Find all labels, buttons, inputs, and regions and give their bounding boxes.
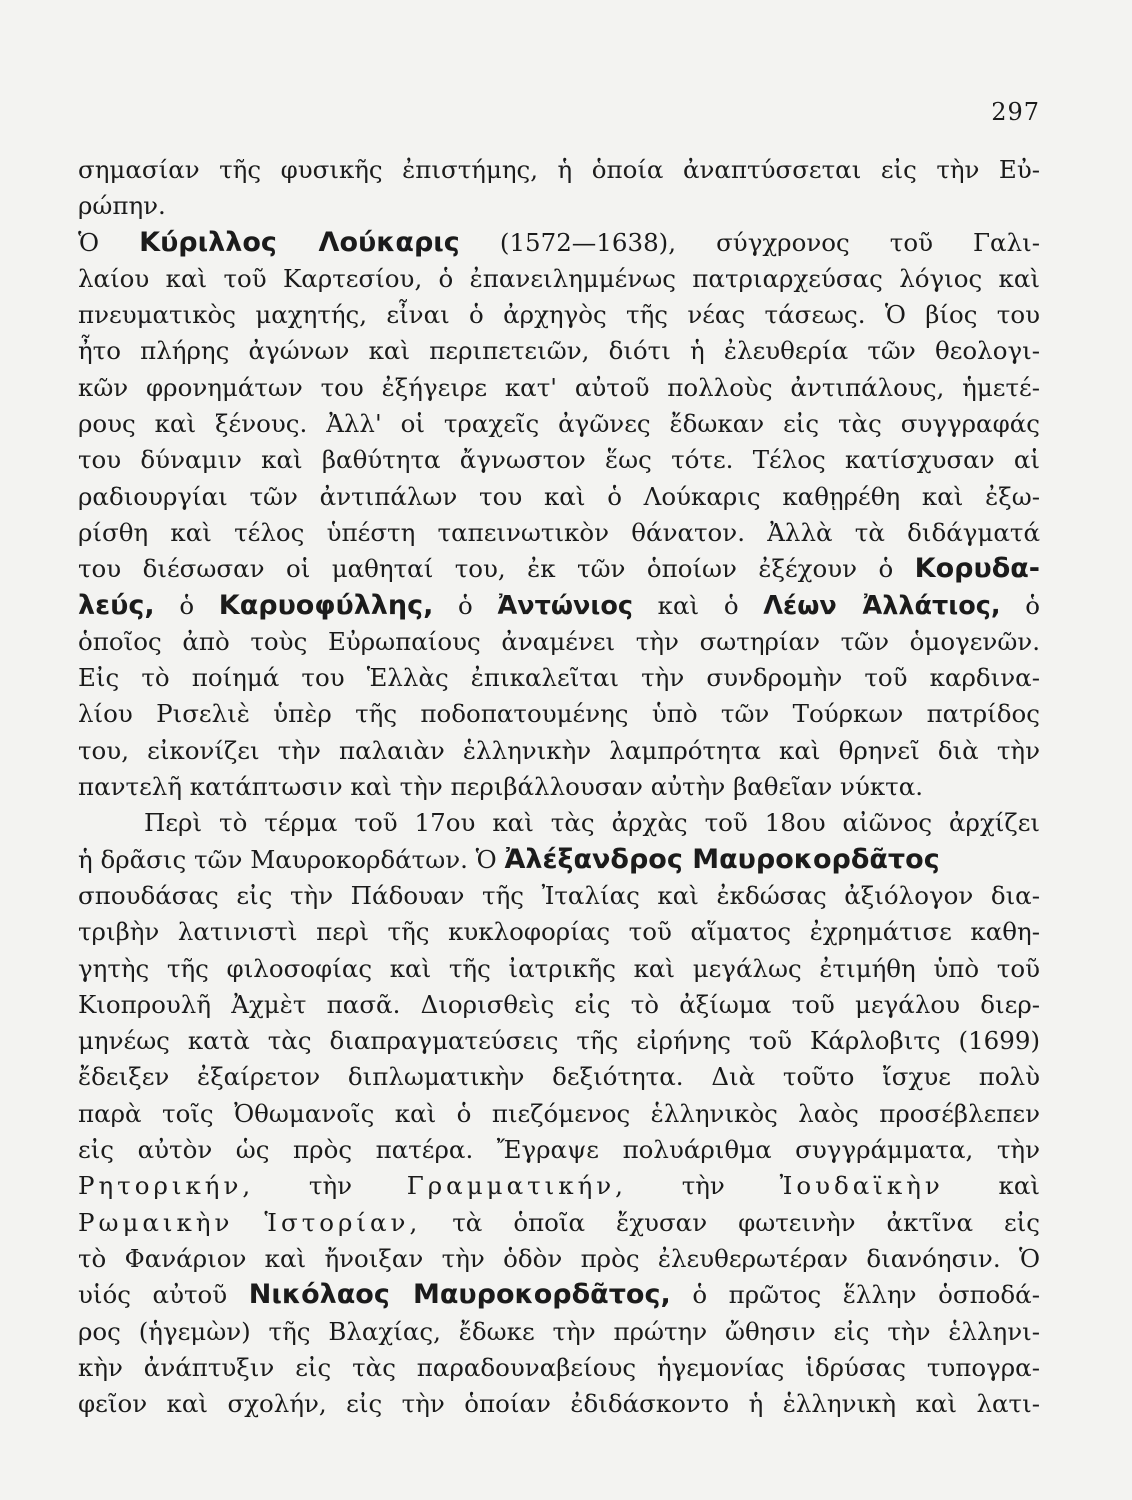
text-segment: του διέσωσαν οἱ μαθηταί του, ἐκ τῶν ὁποίων ἐξέχουν ὁ (78, 554, 915, 584)
text-segment: Κιοπρουλῆ Ἀχμὲτ πασᾶ. Διορισθεὶς εἰς τὸ ἀξίωμα τοῦ μεγάλου διερ- (78, 989, 1040, 1019)
bold-name: Ἀλέξανδρος Μαυροκορδᾶτος (504, 843, 940, 875)
body-text (78, 152, 1040, 1422)
text-line (78, 188, 1040, 224)
text-line (78, 1059, 1040, 1095)
text-segment: ρος (ἡγεμὼν) τῆς Βλαχίας, ἔδωκε τὴν πρώτην ὤθησιν εἰς τὴν ἑλληνι- (78, 1316, 1040, 1346)
bold-name: Ἀντώνιος (497, 590, 633, 621)
spaced-title: Γραμματικήν, (406, 1171, 627, 1201)
text-line (78, 1350, 1040, 1386)
text-segment: λαίου καὶ τοῦ Καρτεσίου, ὁ ἐπανειλημμένως πατριαρχεύσας λόγιος καὶ (78, 263, 1040, 293)
bold-name: Καρυοφύλλης, (218, 589, 434, 621)
text-segment: καὶ (943, 1171, 1040, 1201)
text-segment: ὁ (154, 590, 219, 620)
text-line (78, 551, 1040, 587)
text-segment: τὰ ὁποῖα ἔχυσαν φωτεινὴν ἀκτῖνα εἰς (421, 1207, 1040, 1237)
text-line (78, 696, 1040, 732)
text-line (78, 261, 1040, 297)
text-line (78, 805, 1040, 841)
text-line (78, 914, 1040, 950)
text-line (78, 1277, 1040, 1313)
text-line (78, 406, 1040, 442)
text-segment: εἰς αὐτὸν ὡς πρὸς πατέρα. Ἔγραψε πολυάριθμα συγγράμματα, τὴν (78, 1135, 1040, 1165)
text-line (78, 370, 1040, 406)
text-segment: Περὶ τὸ τέρμα τοῦ 17ου καὶ τὰς ἀρχὰς τοῦ 18ου αἰῶνος ἀρχίζει (144, 808, 1040, 838)
text-line (78, 951, 1040, 987)
text-line (78, 733, 1040, 769)
text-segment: ἡ δρᾶσις τῶν Μαυροκορδάτων. Ὁ (78, 844, 505, 874)
text-segment: ραδιουργίαι τῶν ἀντιπάλων του καὶ ὁ Λούκαρις καθῃρέθη καὶ ἐξω- (78, 481, 1040, 511)
text-segment: κῶν φρονημάτων του ἐξήγειρε κατ' αὐτοῦ πολλοὺς ἀντιπάλους, ἡμετέ- (78, 372, 1040, 402)
spaced-title: Ρητορικήν, (78, 1171, 255, 1201)
text-segment: καὶ ὁ (632, 590, 764, 620)
text-line (78, 1205, 1040, 1241)
text-segment: ἦτο πλήρης ἀγώνων καὶ περιπετειῶν, διότι ἡ ἐλευθερία τῶν θεολογι- (78, 336, 1040, 366)
text-line (78, 297, 1040, 333)
text-line (78, 333, 1040, 369)
text-line (78, 442, 1040, 478)
text-segment: ὁ (1000, 590, 1040, 620)
text-segment: Ὁ (78, 227, 140, 257)
text-line (78, 1386, 1040, 1422)
text-line (78, 1023, 1040, 1059)
bold-name: Κορυδα- (914, 553, 1040, 585)
text-segment: τριβὴν λατινιστὶ περὶ τῆς κυκλοφορίας τοῦ αἵματος ἐχρημάτισε καθη- (78, 917, 1040, 947)
text-line (78, 152, 1040, 188)
spaced-title: Ρωμαικὴν (78, 1207, 234, 1237)
text-segment: του δύναμιν καὶ βαθύτητα ἄγνωστον ἕως τότε. Τέλος κατίσχυσαν αἱ (78, 445, 1040, 475)
text-segment: σημασίαν τῆς φυσικῆς ἐπιστήμης, ἡ ὁποία ἀναπτύσσεται εἰς τὴν Εὐ- (78, 155, 1040, 184)
text-segment: του, εἰκονίζει τὴν παλαιὰν ἑλληνικὴν λαμπρότητα καὶ θρηνεῖ διὰ τὴν (78, 735, 1040, 765)
text-line (78, 769, 1040, 805)
text-segment: σπουδάσας εἰς τὴν Πάδουαν τῆς Ἰταλίας καὶ ἐκδώσας ἀξιόλογον δια- (78, 880, 1040, 910)
text-segment: τὸ Φανάριον καὶ ἤνοιξαν τὴν ὁδὸν πρὸς ἐλευθερωτέραν διανόησιν. Ὁ (78, 1243, 1040, 1273)
text-segment: ρώπην. (78, 191, 166, 221)
text-segment: ὁποῖος ἀπὸ τοὺς Εὐρωπαίους ἀναμένει τὴν σωτηρίαν τῶν ὁμογενῶν. (78, 626, 1040, 656)
text-segment: ὁ (433, 590, 498, 620)
text-segment: φεῖον καὶ σχολήν, εἰς τὴν ὁποίαν ἐδιδάσκοντο ἡ ἑλληνικὴ καὶ λατι- (78, 1389, 1040, 1419)
text-line (78, 1168, 1040, 1204)
page-number: 297 (991, 98, 1040, 126)
text-segment: μηνέως κατὰ τὰς διαπραγματεύσεις τῆς εἰρήνης τοῦ Κάρλοβιτς (1699) (78, 1026, 1040, 1056)
bold-name: Νικόλαος Μαυροκορδᾶτος, (248, 1279, 671, 1311)
text-segment (233, 1208, 264, 1237)
text-segment: τὴν (626, 1171, 780, 1201)
text-line (78, 1132, 1040, 1168)
text-segment: ρίσθη καὶ τέλος ὑπέστη ταπεινωτικὸν θάνατον. Ἀλλὰ τὰ διδάγματά (78, 517, 1040, 547)
text-segment: υἱός αὐτοῦ (78, 1280, 249, 1310)
text-line (78, 515, 1040, 551)
text-line (78, 987, 1040, 1023)
text-line (78, 660, 1040, 696)
text-line (78, 1241, 1040, 1277)
text-line (78, 588, 1040, 624)
text-segment: παντελῆ κατάπτωσιν καὶ τὴν περιβάλλουσαν αὐτὴν βαθεῖαν νύκτα. (78, 772, 924, 802)
text-line (78, 225, 1040, 261)
text-line (78, 842, 1040, 878)
text-line (78, 878, 1040, 914)
text-segment: παρὰ τοῖς Ὀθωμανοῖς καὶ ὁ πιεζόμενος ἑλληνικὸς λαὸς προσέβλεπεν (78, 1098, 1040, 1128)
text-line (78, 624, 1040, 660)
text-segment: γητὴς τῆς φιλοσοφίας καὶ τῆς ἰατρικῆς καὶ μεγάλως ἐτιμήθη ὑπὸ τοῦ (78, 953, 1040, 983)
text-segment: ἔδειξεν ἐξαίρετον διπλωματικὴν δεξιότητα. Διὰ τοῦτο ἴσχυε πολὺ (78, 1062, 1040, 1092)
text-segment: ὁ πρῶτος ἕλλην ὁσποδά- (670, 1280, 1040, 1310)
bold-name: Λέων Ἀλλάτιος, (763, 590, 1001, 621)
text-segment: τὴν (254, 1171, 407, 1201)
text-segment: πνευματικὸς μαχητής, εἶναι ὁ ἀρχηγὸς τῆς νέας τάσεως. Ὁ βίος του (78, 300, 1040, 330)
text-segment: (1572—1638), σύγχρονος τοῦ Γαλι- (459, 227, 1040, 257)
text-segment: κὴν ἀνάπτυξιν εἰς τὰς παραδουναβείους ἡγεμονίας ἱδρύσας τυπογρα- (78, 1352, 1040, 1382)
bold-name: Κύριλλος Λούκαρις (139, 226, 460, 258)
text-line (78, 479, 1040, 515)
bold-name: λεύς, (78, 589, 155, 621)
text-segment: ρους καὶ ξένους. Ἀλλ' οἱ τραχεῖς ἀγῶνες ἔδωκαν εἰς τὰς συγγραφάς (78, 409, 1040, 439)
text-line (78, 1096, 1040, 1132)
text-segment: λίου Ρισελιὲ ὑπὲρ τῆς ποδοπατουμένης ὑπὸ τῶν Τούρκων πατρίδος (78, 699, 1040, 729)
text-segment: Εἰς τὸ ποίημά του Ἑλλὰς ἐπικαλεῖται τὴν συνδρομὴν τοῦ καρδινα- (78, 663, 1040, 693)
text-line (78, 1314, 1040, 1350)
spaced-title: Ἱστορίαν, (264, 1207, 422, 1237)
spaced-title: Ἰουδαϊκὴν (779, 1171, 944, 1201)
